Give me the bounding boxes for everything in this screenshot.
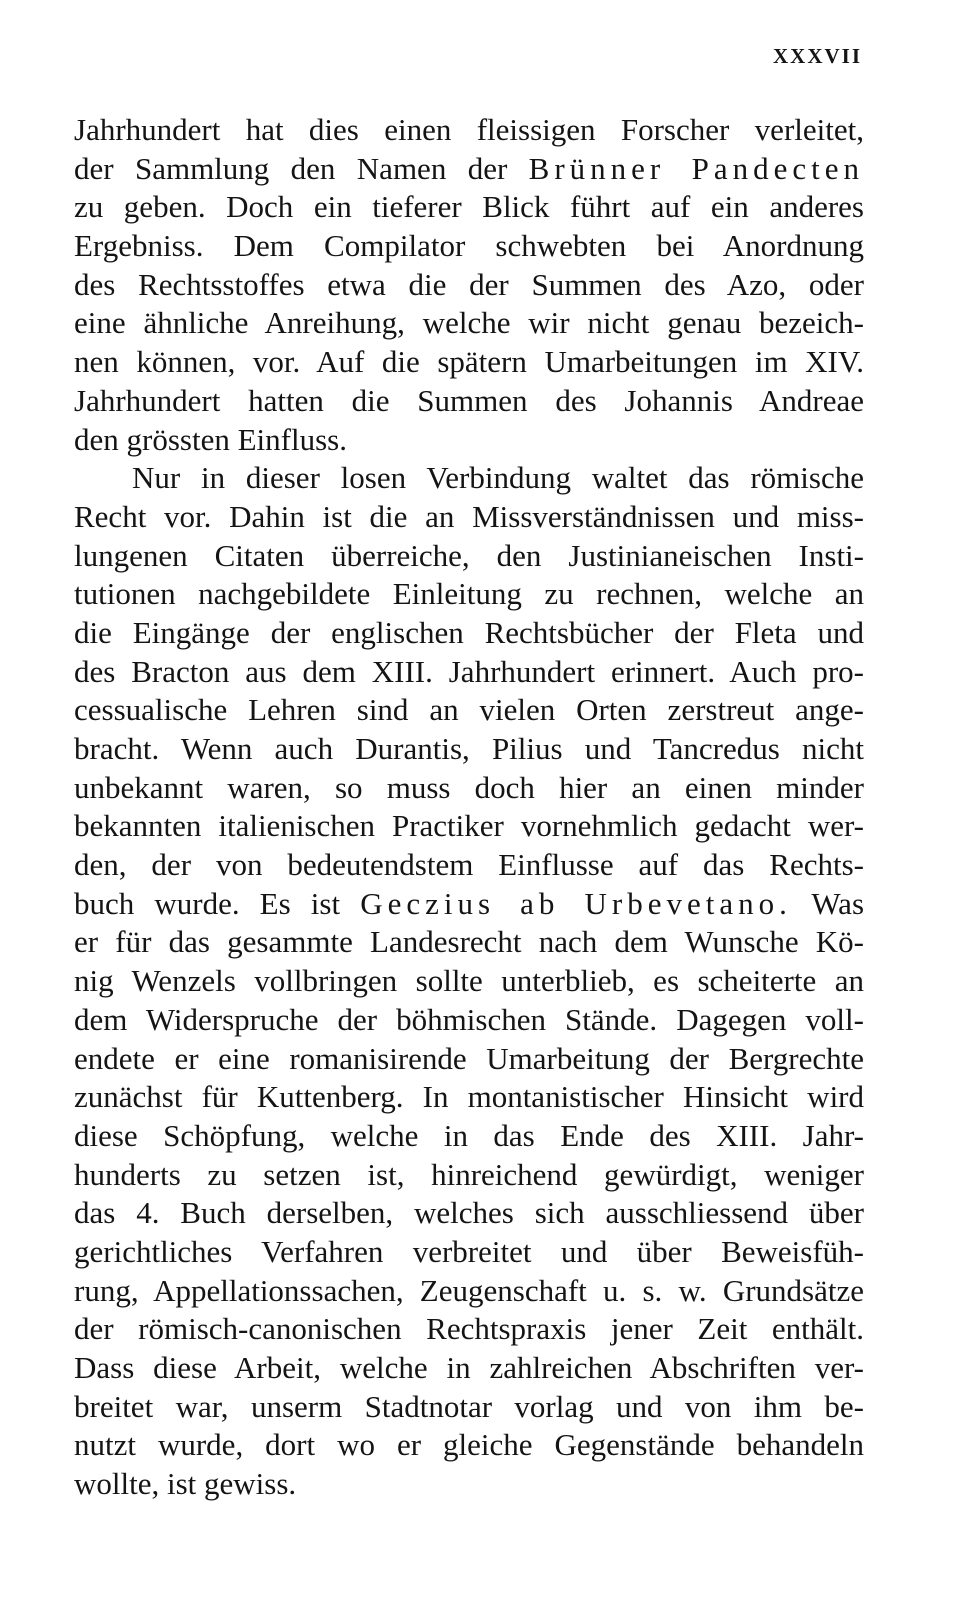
text-line: bracht. Wenn auch Durantis, Pilius und Tancredus nicht (74, 731, 864, 766)
text-line: diese Schöpfung, welche in das Ende des XIII. Jahr- (74, 1117, 864, 1153)
emphasized-term: Geczius ab Urbevetano. (360, 885, 792, 921)
text-line: hunderts zu setzen ist, hinreichend gewürdigt, weniger (74, 1156, 864, 1192)
text-line: das 4. Buch derselben, welches sich ausschliessend über (74, 1195, 864, 1231)
emphasized-term: Brünner Pandecten (528, 150, 865, 186)
text-line: nutzt wurde, dort wo er gleiche Gegenstände behandeln (74, 1427, 864, 1463)
text-line: den, der von bedeutendstem Einflusse auf das Rechts- (74, 847, 864, 883)
text-line: Ergebniss. Dem Compilator schwebten bei Anordnung (74, 228, 864, 264)
text-line: die Eingänge der englischen Rechtsbücher der Fleta und (74, 614, 864, 650)
text-line: Dass diese Arbeit, welche in zahlreichen Abschriften ver- (74, 1350, 864, 1385)
text-line: unbekannt waren, so muss doch hier an einen minder (74, 769, 864, 805)
body-text (74, 111, 864, 1504)
text-run: der Sammlung den Namen der (74, 150, 529, 186)
text-line: nen können, vor. Auf die spätern Umarbeitungen im XIV. (74, 344, 864, 380)
text-line: des Rechtsstoffes etwa die der Summen des Azo, oder (74, 266, 864, 302)
text-line: Jahrhundert hatten die Summen des Johannis Andreae (74, 382, 864, 418)
text-line: cessualische Lehren sind an vielen Orten zerstreut ange- (74, 692, 864, 728)
text-line: des Bracton aus dem XIII. Jahrhundert erinnert. Auch pro- (74, 653, 864, 689)
paragraph-1 (74, 111, 864, 459)
text-line: Recht vor. Dahin ist die an Missverständnissen und miss- (74, 498, 864, 534)
text-line: er für das gesammte Landesrecht nach dem Wunsche Kö- (74, 924, 864, 960)
page-number: XXXVII (772, 44, 862, 68)
text-line: endete er eine romanisirende Umarbeitung der Bergrechte (74, 1040, 864, 1076)
text-line: zu geben. Doch ein tieferer Blick führt auf ein anderes (74, 189, 864, 225)
text-line: wollte, ist gewiss. (74, 1466, 297, 1502)
text-line: zunächst für Kuttenberg. In montanistischer Hinsicht wird (74, 1079, 864, 1115)
text-line: gerichtliches Verfahren verbreitet und über Beweisfüh- (74, 1233, 864, 1269)
text-line: rung, Appellationssachen, Zeugenschaft u. s. w. Grundsätze (74, 1272, 864, 1308)
text-line: breitet war, unserm Stadtnotar vorlag und von ihm be- (74, 1388, 864, 1424)
text-line: der römisch-canonischen Rechtspraxis jener Zeit enthält. (74, 1311, 864, 1347)
text-line: tutionen nachgebildete Einleitung zu rechnen, welche an (74, 576, 864, 612)
text-line: dem Widerspruche der böhmischen Stände. Dagegen voll- (74, 1001, 864, 1037)
text-line: den grössten Einfluss. (74, 421, 347, 457)
paragraph-2 (74, 459, 864, 1504)
text-line: nig Wenzels vollbringen sollte unterblieb, es scheiterte an (74, 963, 864, 999)
text-line: eine ähnliche Anreihung, welche wir nicht genau bezeich- (74, 305, 864, 341)
text-line: Nur in dieser losen Verbindung waltet das römische (132, 460, 864, 496)
text-line (74, 885, 864, 924)
text-run: Was (791, 885, 865, 921)
text-line: lungenen Citaten überreiche, den Justinianeischen Insti- (74, 537, 864, 573)
text-line (74, 150, 864, 189)
text-line: Jahrhundert hat dies einen fleissigen Forscher verleitet, (74, 112, 864, 147)
text-run: buch wurde. Es ist (74, 885, 361, 921)
text-line: bekannten italienischen Practiker vornehmlich gedacht wer- (74, 808, 864, 844)
